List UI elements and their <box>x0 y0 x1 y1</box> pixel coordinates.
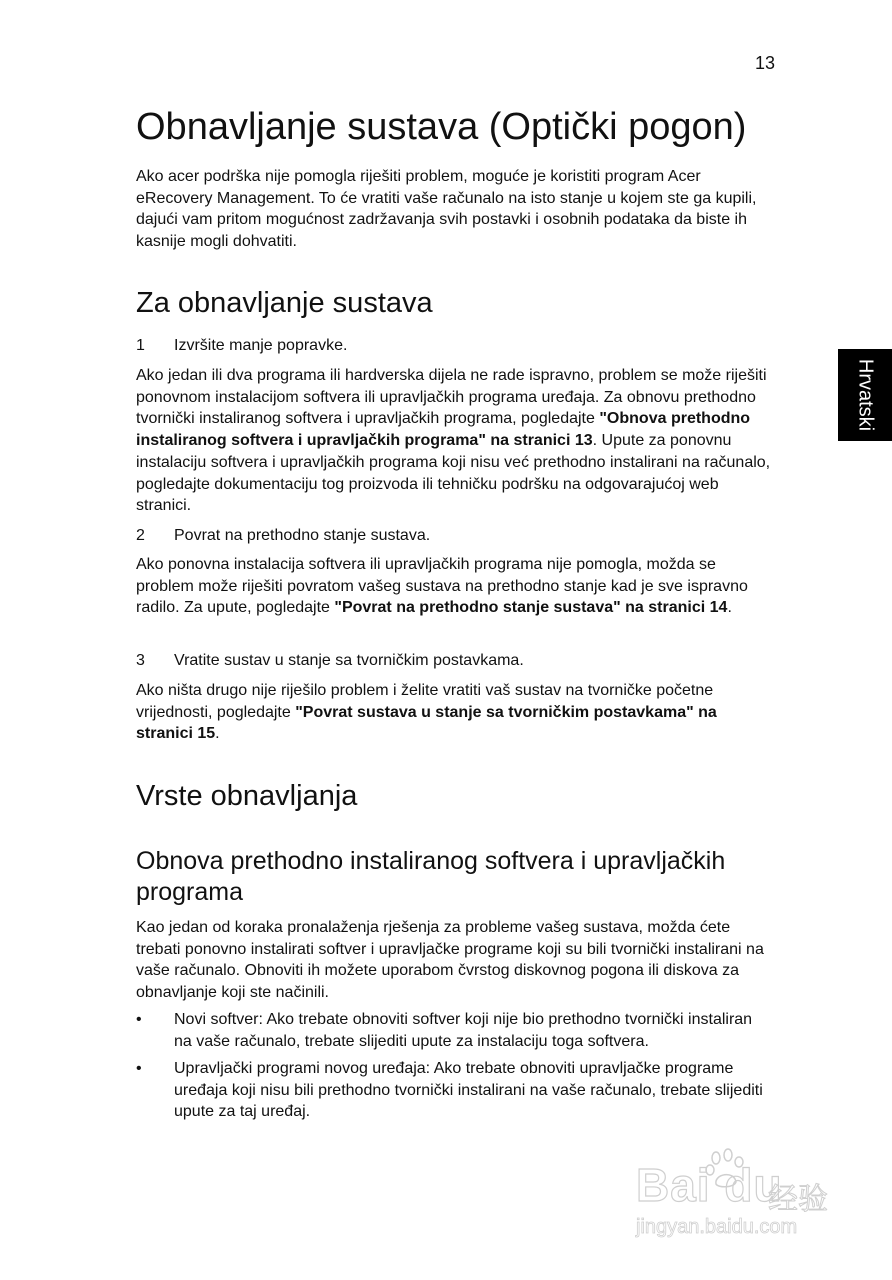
watermark-url: jingyan.baidu.com <box>636 1216 798 1238</box>
bullet-symbol: • <box>136 1011 142 1028</box>
step-label: Vratite sustav u stanje sa tvorničkim postavkama. <box>174 652 524 669</box>
intro-paragraph: Ako acer podrška nije pomogla riješiti problem, moguće je koristiti program Acer eRecovery Management. To će vratiti vaše računalo na isto stanje u kojem ste ga kupili, dajući vam pritom mogućnost zadržavanja svih postavki i osobnih podataka da biste ih kasnije mogli dohvatiti. <box>136 168 757 251</box>
cross-reference: "Povrat sustava u stanje sa tvorničkim postavkama" na stranici 15 <box>136 703 717 743</box>
section-heading-recovery-types: Vrste obnavljanja <box>136 780 358 812</box>
cross-reference: "Obnova prethodno instaliranog softvera i upravljačkih programa" na stranici 13 <box>136 410 751 450</box>
baidu-watermark <box>632 1148 842 1248</box>
subsection-heading: Obnova prethodno instaliranog softvera i upravljačkih programa <box>136 847 726 906</box>
step-number: 1 <box>136 337 145 354</box>
step-2-description: Ako ponovna instalacija softvera ili upravljačkih programa nije pomogla, možda se problem može riješiti povratom vašeg sustava na prethodno stanje kad je sve ispravno radilo. Za upute, pogledajte "Povrat na prethodno stanje sustava" na stranici 14. <box>136 556 748 617</box>
section-heading-restore: Za obnavljanje sustava <box>136 287 433 319</box>
cross-reference: "Povrat na prethodno stanje sustava" na stranici 14 <box>334 599 728 617</box>
bullet-item <box>136 1058 776 1123</box>
bullet-symbol: • <box>136 1060 142 1077</box>
step-1-description: Ako jedan ili dva programa ili hardverska dijela ne rade ispravno, problem se može riješiti ponovnom instalacijom softvera ili upravljačkih programa uređaja. Za obnovu prethodno tvornički instaliranog softvera i upravljačkih programa, pogledajte "Obnova prethodno instaliranog softvera i upravljačkih programa" na stranici 13. Upute za ponovnu instalaciju softvera i upravljačkih programa koji nisu već prethodno instalirani na računalo, pogledajte dokumentaciju tog proizvoda ili tehničku podršku na odgovarajućoj web stranici. <box>136 367 771 515</box>
language-tab-label: Hrvatski <box>854 358 877 432</box>
step-number: 3 <box>136 652 145 669</box>
page-title: Obnavljanje sustava (Optički pogon) <box>136 106 747 148</box>
watermark-logo: Bai du <box>636 1159 783 1211</box>
step-3-description: Ako ništa drugo nije riješilo problem i želite vratiti vaš sustav na tvorničke početne vrijednosti, pogledajte "Povrat sustava u stanje sa tvorničkim postavkama" na stranici 15. <box>136 682 717 743</box>
watermark-subtitle: 经验 <box>768 1183 828 1216</box>
subsection-paragraph: Kao jedan od koraka pronalaženja rješenja za probleme vašeg sustava, možda ćete trebati ponovno instalirati softver i upravljačke programe koji su bili tvornički instalirani na vaše računalo. Obnoviti ih možete uporabom čvrstog diskovnog pogona ili diskova za obnavljanje koji ste načinili. <box>136 919 764 1002</box>
page-number: 13 <box>755 53 776 73</box>
bullet-text: Novi softver: Ako trebate obnoviti softver koji nije bio prethodno tvornički instaliran na vaše računalo, trebate slijediti upute za instalaciju toga softvera. <box>174 1011 753 1050</box>
step-label: Povrat na prethodno stanje sustava. <box>174 527 431 544</box>
step-label: Izvršite manje popravke. <box>174 337 348 354</box>
bullet-text: Upravljački programi novog uređaja: Ako trebate obnoviti upravljačke programe uređaja koji nisu bili prethodno tvornički instalirani na vaše računalo, trebate slijediti upute za taj uređaj. <box>174 1060 763 1121</box>
step-number: 2 <box>136 527 145 544</box>
paw-icon <box>704 1148 748 1188</box>
language-tab <box>838 349 892 441</box>
bullet-item <box>136 1009 776 1052</box>
